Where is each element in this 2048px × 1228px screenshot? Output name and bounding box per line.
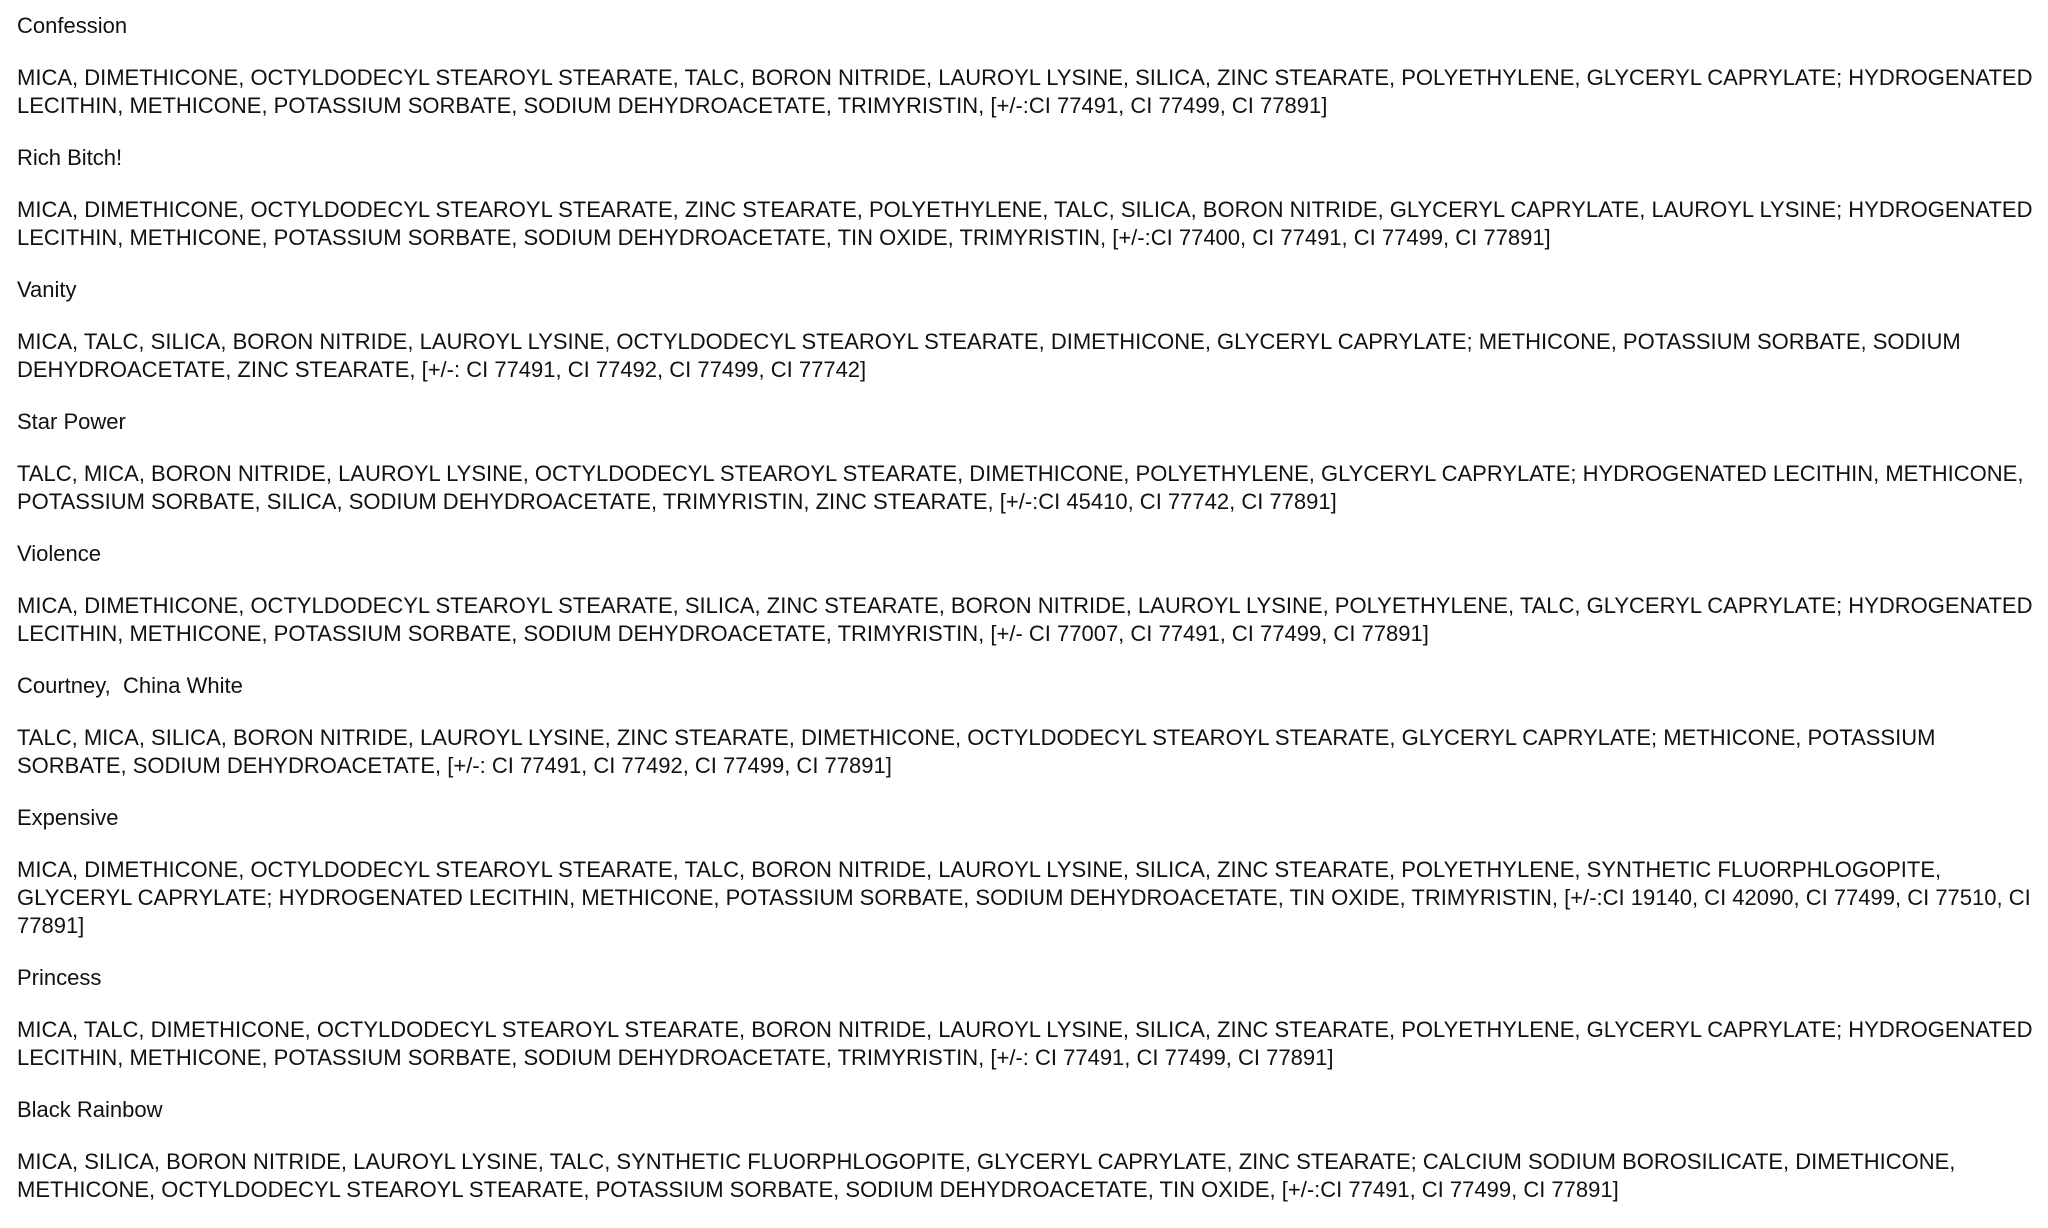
product-ingredients: MICA, TALC, SILICA, BORON NITRIDE, LAUROYL LYSINE, OCTYLDODECYL STEAROYL STEARATE, DIMETHICONE, GLYCERYL CAPRYLATE; METHICONE, POTASSIUM SORBATE, SODIUM DEHYDROACETATE, ZINC STEARATE, [+/-: CI 77491, CI 77492, CI 77499, CI 77742]	[17, 329, 1961, 382]
product-entry-vanity	[17, 276, 2037, 384]
ingredients-document	[17, 12, 2037, 1228]
product-name: Rich Bitch!	[17, 145, 123, 170]
product-name: Vanity	[17, 277, 77, 302]
product-name: Expensive	[17, 805, 119, 830]
product-entry-black-rainbow	[17, 1096, 2037, 1204]
product-entry-expensive	[17, 804, 2037, 940]
product-entry-rich-bitch	[17, 144, 2037, 252]
product-name: Princess	[17, 965, 102, 990]
product-name: Star Power	[17, 409, 126, 434]
product-ingredients: MICA, DIMETHICONE, OCTYLDODECYL STEAROYL STEARATE, TALC, BORON NITRIDE, LAUROYL LYSINE, SILICA, ZINC STEARATE, POLYETHYLENE, GLYCERYL CAPRYLATE; HYDROGENATED LECITHIN, METHICONE, POTASSIUM SORBATE, SODIUM DEHYDROACETATE, TRIMYRISTIN, [+/-:CI 77491, CI 77499, CI 77891]	[17, 65, 2033, 118]
product-entry-violence	[17, 540, 2037, 648]
product-ingredients: MICA, DIMETHICONE, OCTYLDODECYL STEAROYL STEARATE, ZINC STEARATE, POLYETHYLENE, TALC, SILICA, BORON NITRIDE, GLYCERYL CAPRYLATE, LAUROYL LYSINE; HYDROGENATED LECITHIN, METHICONE, POTASSIUM SORBATE, SODIUM DEHYDROACETATE, TIN OXIDE, TRIMYRISTIN, [+/-:CI 77400, CI 77491, CI 77499, CI 77891]	[17, 197, 2033, 250]
product-entry-confession	[17, 12, 2037, 120]
product-ingredients: MICA, DIMETHICONE, OCTYLDODECYL STEAROYL STEARATE, TALC, BORON NITRIDE, LAUROYL LYSINE, SILICA, ZINC STEARATE, POLYETHYLENE, SYNTHETIC FLUORPHLOGOPITE, GLYCERYL CAPRYLATE; HYDROGENATED LECITHIN, METHICONE, POTASSIUM SORBATE, SODIUM DEHYDROACETATE, TIN OXIDE, TRIMYRISTIN, [+/-:CI 19140, CI 42090, CI 77499, CI 77510, CI 77891]	[17, 857, 2031, 938]
product-ingredients: TALC, MICA, BORON NITRIDE, LAUROYL LYSINE, OCTYLDODECYL STEAROYL STEARATE, DIMETHICONE, POLYETHYLENE, GLYCERYL CAPRYLATE; HYDROGENATED LECITHIN, METHICONE, POTASSIUM SORBATE, SILICA, SODIUM DEHYDROACETATE, TRIMYRISTIN, ZINC STEARATE, [+/-:CI 45410, CI 77742, CI 77891]	[17, 461, 2024, 514]
product-ingredients: MICA, DIMETHICONE, OCTYLDODECYL STEAROYL STEARATE, SILICA, ZINC STEARATE, BORON NITRIDE, LAUROYL LYSINE, POLYETHYLENE, TALC, GLYCERYL CAPRYLATE; HYDROGENATED LECITHIN, METHICONE, POTASSIUM SORBATE, SODIUM DEHYDROACETATE, TRIMYRISTIN, [+/- CI 77007, CI 77491, CI 77499, CI 77891]	[17, 593, 2033, 646]
product-ingredients: MICA, SILICA, BORON NITRIDE, LAUROYL LYSINE, TALC, SYNTHETIC FLUORPHLOGOPITE, GLYCERYL CAPRYLATE, ZINC STEARATE; CALCIUM SODIUM BOROSILICATE, DIMETHICONE, METHICONE, OCTYLDODECYL STEAROYL STEARATE, POTASSIUM SORBATE, SODIUM DEHYDROACETATE, TIN OXIDE, [+/-:CI 77491, CI 77499, CI 77891]	[17, 1149, 1956, 1202]
product-name: Courtney, China White	[17, 673, 243, 698]
product-name: Black Rainbow	[17, 1097, 163, 1122]
product-entry-courtney-china-white	[17, 672, 2037, 780]
product-entry-princess	[17, 964, 2037, 1072]
product-entry-star-power	[17, 408, 2037, 516]
product-name: Confession	[17, 13, 128, 38]
product-name: Violence	[17, 541, 101, 566]
product-ingredients: MICA, TALC, DIMETHICONE, OCTYLDODECYL STEAROYL STEARATE, BORON NITRIDE, LAUROYL LYSINE, SILICA, ZINC STEARATE, POLYETHYLENE, GLYCERYL CAPRYLATE; HYDROGENATED LECITHIN, METHICONE, POTASSIUM SORBATE, SODIUM DEHYDROACETATE, TRIMYRISTIN, [+/-: CI 77491, CI 77499, CI 77891]	[17, 1017, 2033, 1070]
product-ingredients: TALC, MICA, SILICA, BORON NITRIDE, LAUROYL LYSINE, ZINC STEARATE, DIMETHICONE, OCTYLDODECYL STEAROYL STEARATE, GLYCERYL CAPRYLATE; METHICONE, POTASSIUM SORBATE, SODIUM DEHYDROACETATE, [+/-: CI 77491, CI 77492, CI 77499, CI 77891]	[17, 725, 1936, 778]
